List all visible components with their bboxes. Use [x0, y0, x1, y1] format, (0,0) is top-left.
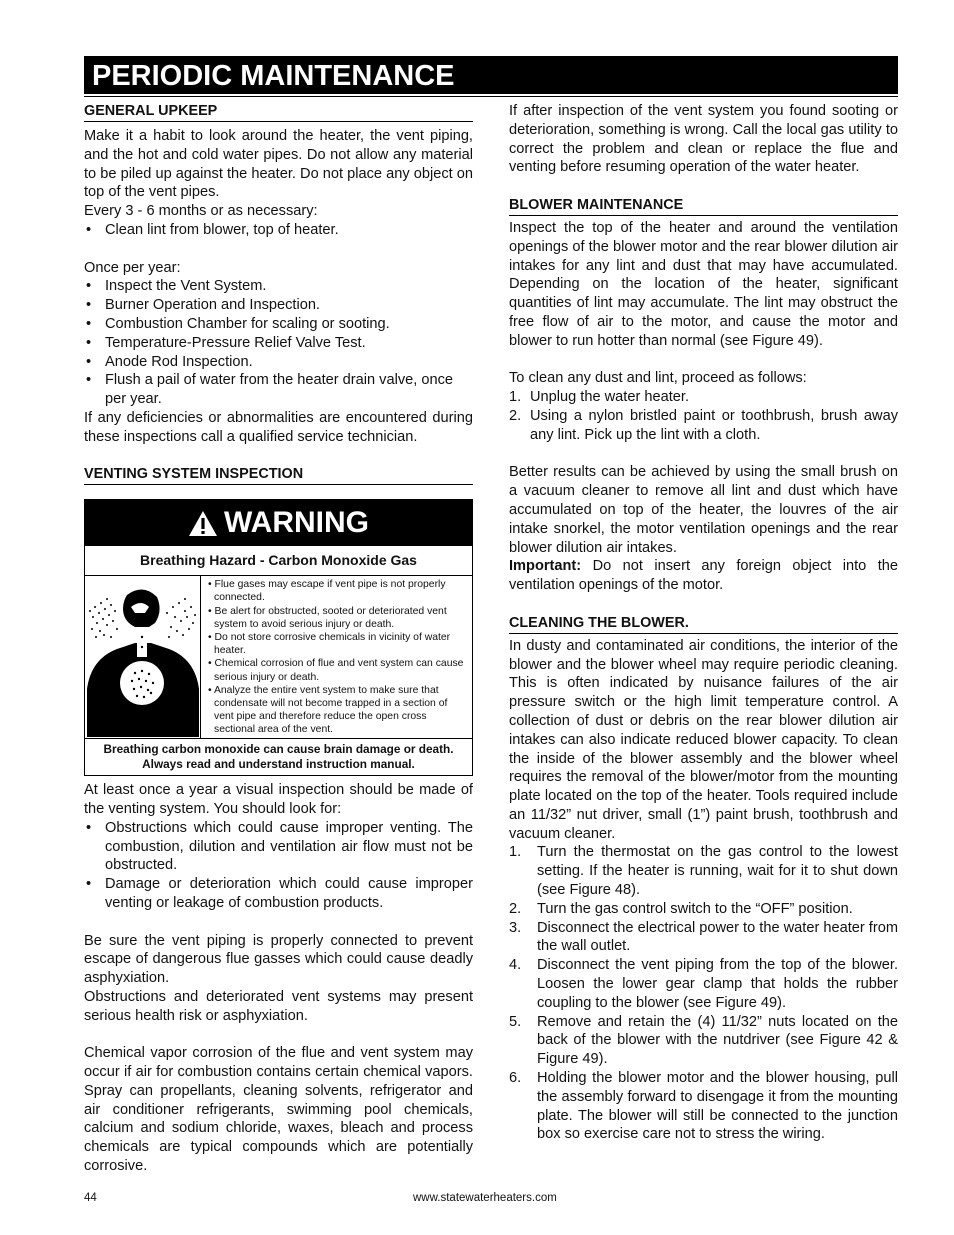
page-number: 44 [84, 1192, 97, 1204]
step-text: Using a nylon bristled paint or toothbrush, brush away any lint. Pick up the lint with a cloth. [530, 407, 898, 443]
title-rule [84, 96, 898, 97]
list-item [509, 919, 898, 957]
warning-subtitle: Breathing Hazard - Carbon Monoxide Gas [85, 546, 472, 576]
general-upkeep-intro: Make it a habit to look around the heater, the vent piping, and the hot and cold water pipes. Do not allow any material to be piled up against the heater. Do not place any object on top of the vent pipes. [84, 128, 473, 201]
list-item: • Temperature-Pressure Relief Valve Test. [84, 334, 473, 353]
venting-p1: At least once a year a visual inspection should be made of the venting system. You should look for: [84, 782, 473, 817]
step-number: 6. [509, 1070, 522, 1087]
general-upkeep-closing: If any deficiencies or abnormalities are encountered during these inspections call a qualified service technician. [84, 409, 473, 445]
list-item [509, 900, 898, 919]
every-months-list [84, 221, 473, 240]
step-number: 4. [509, 957, 522, 974]
warning-list [201, 576, 472, 738]
blower-p3: Better results can be achieved by using the small brush on a vacuum cleaner to remove all lint and dust which have accumulated on top of the heater, the louvres of the air intake snorkel, the motor ventilation openings and the rear blower dilution air intakes. [509, 464, 898, 556]
warning-header [85, 500, 472, 546]
warning-pictogram [85, 576, 201, 738]
look-for-list [84, 819, 473, 913]
yearly-list [84, 277, 473, 409]
list-item: • Clean lint from blower, top of heater. [84, 221, 473, 240]
venting-p4: Chemical vapor corrosion of the flue and vent system may occur if air for combustion contains certain chemical vapors. Spray can propellants, cleaning solvents, refrigerator and air conditioner refrigerants, swimming pool chemicals, calcium and sodium chloride, waxes, bleach and process chemicals are typical compounds which are potentially corrosive. [84, 1045, 473, 1175]
step-number: 5. [509, 1013, 522, 1030]
warning-box [84, 499, 473, 776]
step-number: 1. [509, 844, 522, 861]
cleaning-p1: In dusty and contaminated air conditions, the interior of the blower and the blower wheel may require periodic cleaning. This is often indicated by nuisance failures of the air pressure switch or the high limit temperature control. A collection of dust or debris on the rear blower dilution air intakes can also indicate reduced blower capacity. To clean the inside of the blower assembly and the blower wheel requires the removal of the blower/motor from the mounting plate located on the top of the heater. Tools required include an 11/32” nut driver, small (1”) paint brush, toothbrush and vacuum cleaner. [509, 637, 898, 842]
list-item: • Inspect the Vent System. [84, 277, 473, 296]
cleaning-steps [509, 843, 898, 1144]
list-item: • Flush a pail of water from the heater drain valve, once per year. [84, 371, 473, 409]
warning-body [85, 576, 472, 739]
list-item: • Obstructions which could cause improper venting. The combustion, dilution and ventilation air flow must not be obstructed. [84, 819, 473, 875]
list-item [509, 388, 898, 407]
list-item: • Damage or deterioration which could cause improper venting or leakage of combustion products. [84, 875, 473, 913]
important-text: Do not insert any foreign object into the ventilation openings of the motor. [509, 558, 898, 594]
blower-p1: Inspect the top of the heater and around the ventilation openings of the blower motor and the rear blower dilution air intakes for any lint and dust that may have accumulated. Depending on the location of the heater, significant quantities of lint may accumulate. The lint may obstruct the free flow of air to the motor, and cause the motor and blower to run hotter than normal (see Figure 49). [509, 219, 898, 349]
footer-url[interactable]: www.statewaterheaters.com [413, 1192, 557, 1204]
blower-maintenance-heading: BLOWER MAINTENANCE [509, 196, 898, 216]
yearly-label: Once per year: [84, 259, 181, 276]
step-text: Turn the gas control switch to the “OFF” position. [537, 900, 853, 917]
list-item [509, 956, 898, 1012]
important-label: Important: [509, 558, 582, 575]
vent-followup: If after inspection of the vent system you found sooting or deterioration, something is wrong. Call the local gas utility to correct the problem and clean or replace the flue and venting before resuming operation of the water heater. [509, 103, 898, 176]
blower-steps [509, 388, 898, 444]
left-column [84, 102, 473, 1176]
warning-footer-line: Breathing carbon monoxide can cause brain damage or death. [103, 742, 454, 757]
warning-title: WARNING [224, 505, 369, 539]
right-column [509, 102, 898, 1144]
step-text: Disconnect the electrical power to the water heater from the wall outlet. [537, 919, 898, 955]
warning-item: • Be alert for obstructed, sooted or deteriorated vent system to avoid serious injury or death. [208, 605, 447, 630]
venting-p2: Be sure the vent piping is properly connected to prevent escape of dangerous flue gasses which could cause deadly asphyxiation. [84, 932, 473, 987]
step-number: 1. [509, 389, 522, 406]
step-text: Holding the blower motor and the blower housing, pull the assembly forward to disengage it from the mounting plate. The blower will still be connected to the junction box so exercise care not to stress the wiring. [537, 1070, 898, 1143]
warning-item: • Analyze the entire vent system to make sure that condensate will not become trapped in a section of vent pipe and therefore reduce the open cross sectional area of the vent. [208, 684, 448, 736]
venting-heading: VENTING SYSTEM INSPECTION [84, 465, 473, 485]
important-note [509, 557, 898, 595]
general-upkeep-heading: GENERAL UPKEEP [84, 102, 473, 122]
step-text: Unplug the water heater. [530, 389, 690, 406]
warning-item: • Do not store corrosive chemicals in vicinity of water heater. [208, 631, 451, 657]
warning-item: • Chemical corrosion of flue and vent system can cause serious injury or death. [208, 658, 464, 683]
cleaning-blower-heading: CLEANING THE BLOWER. [509, 614, 898, 634]
list-item: • Combustion Chamber for scaling or sooting. [84, 315, 473, 334]
page-title: PERIODIC MAINTENANCE [84, 56, 898, 94]
list-item [509, 843, 898, 899]
venting-p3: Obstructions and deteriorated vent systems may present serious health risk or asphyxiation. [84, 988, 473, 1024]
step-number: 2. [509, 900, 522, 917]
list-item [509, 1069, 898, 1144]
warning-footer-line: Always read and understand instruction manual. [142, 757, 415, 772]
breathing-hazard-icon [87, 577, 199, 737]
warning-footer [85, 739, 472, 775]
step-text: Turn the thermostat on the gas control to the lowest setting. If the heater is running, wait for it to shut down (see Figure 48). [537, 844, 898, 899]
step-text: Disconnect the vent piping from the top of the blower. Loosen the lower gear clamp that holds the rubber coupling to the blower (see Figure 49). [537, 957, 898, 1011]
list-item: • Anode Rod Inspection. [84, 353, 473, 372]
blower-p2: To clean any dust and lint, proceed as follows: [509, 370, 807, 387]
warning-triangle-icon [188, 510, 218, 537]
list-item [509, 407, 898, 445]
step-number: 2. [509, 407, 522, 424]
list-item: • Burner Operation and Inspection. [84, 296, 473, 315]
step-text: Remove and retain the (4) 11/32” nuts located on the back of the blower with the nutdriver (see Figure 42 & Figure 49). [537, 1013, 898, 1068]
warning-item: • Flue gases may escape if vent pipe is not properly connected. [208, 579, 446, 604]
every-months-label: Every 3 - 6 months or as necessary: [84, 203, 318, 220]
step-number: 3. [509, 919, 522, 936]
list-item [509, 1013, 898, 1069]
